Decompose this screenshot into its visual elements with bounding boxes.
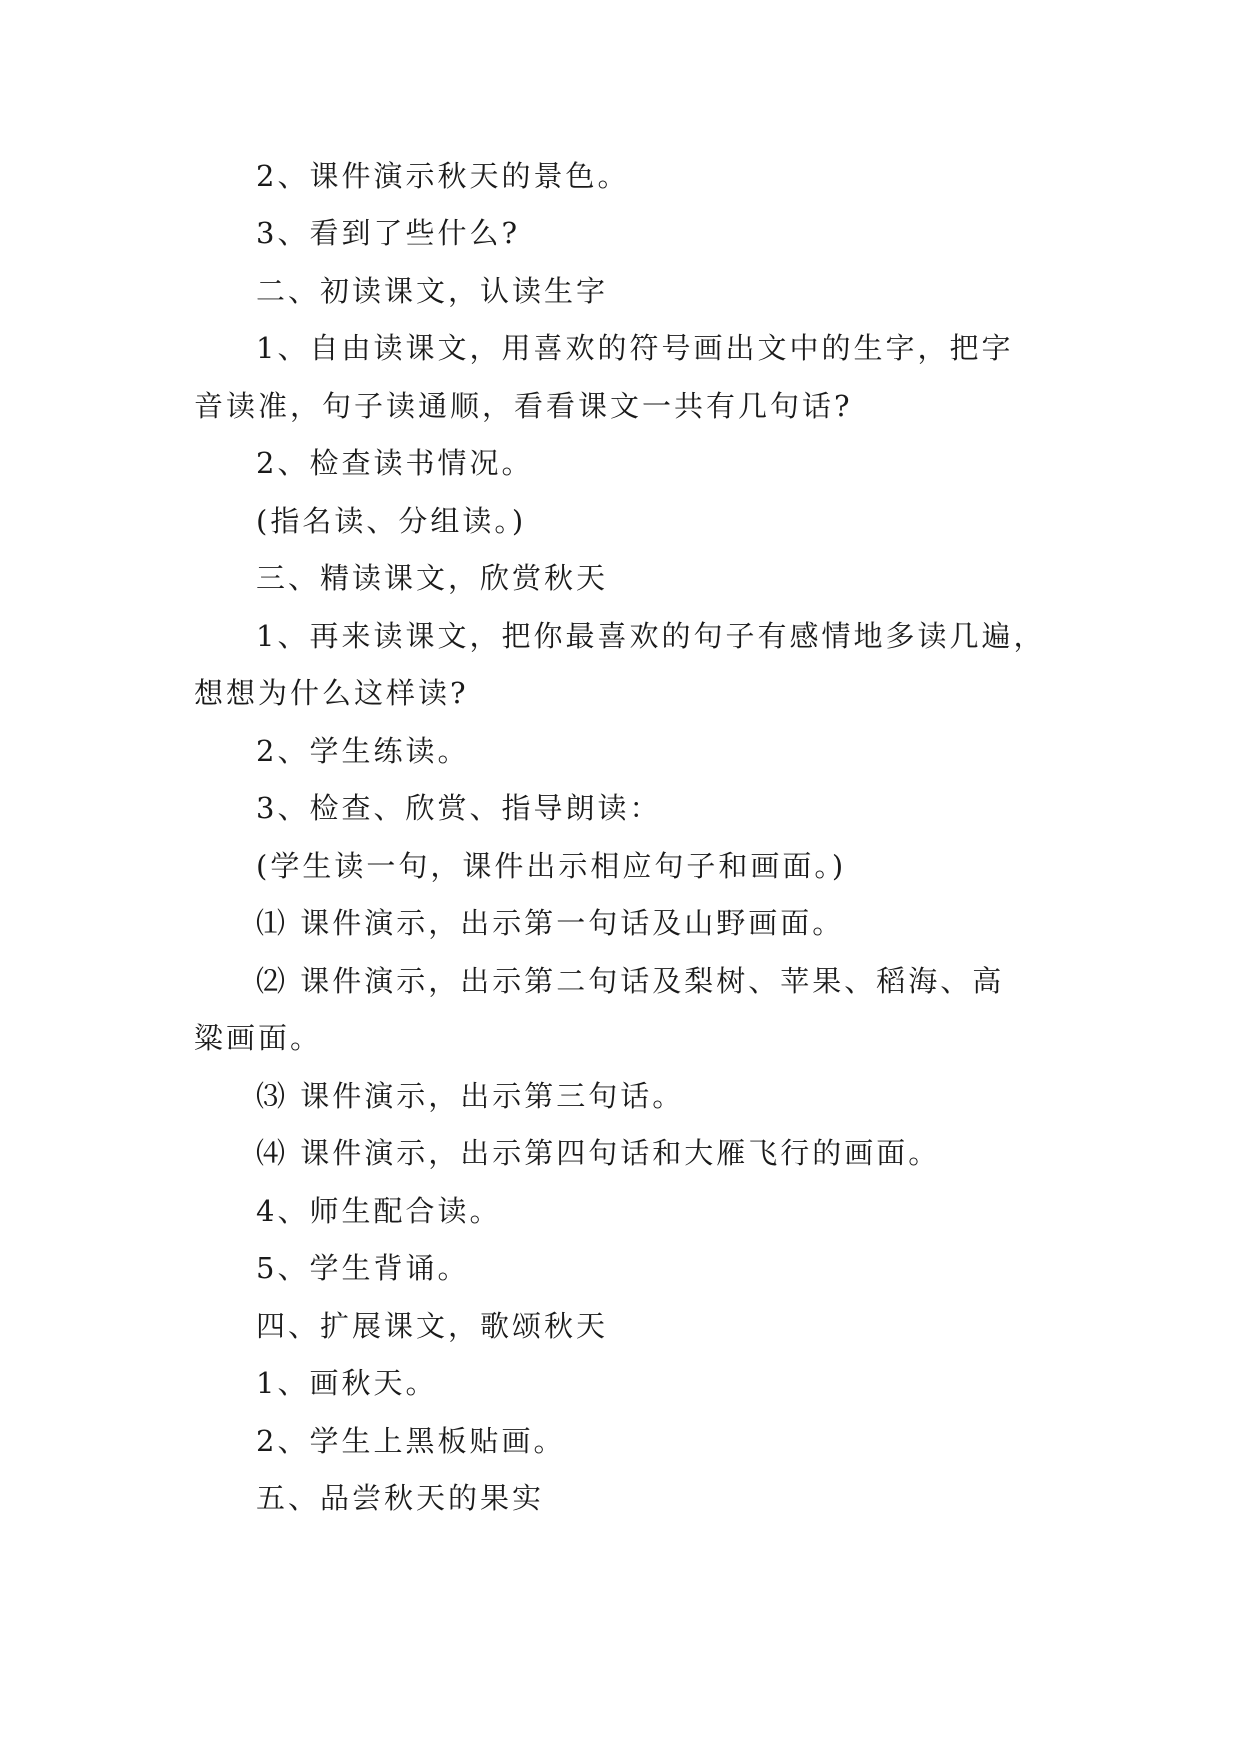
section-heading: 二、初读课文，认读生字 — [256, 274, 609, 308]
paragraph-line: 4、师生配合读。 — [256, 1194, 502, 1228]
paragraph-line: 3、检查、欣赏、指导朗读： — [256, 791, 662, 825]
paragraph-line: 1、画秋天。 — [256, 1366, 438, 1400]
paragraph-line: ⑵ 课件演示，出示第二句话及梨树、苹果、稻海、高 — [256, 964, 1005, 998]
paragraph-line: (指名读、分组读。) — [256, 504, 527, 538]
section-heading: 四、扩展课文，歌颂秋天 — [256, 1309, 609, 1343]
paragraph-line: 2、学生练读。 — [256, 734, 470, 768]
paragraph-line: (学生读一句，课件出示相应句子和画面。) — [256, 849, 847, 883]
paragraph-line: 5、学生背诵。 — [256, 1251, 470, 1285]
paragraph-line: 1、自由读课文，用喜欢的符号画出文中的生字，把字 — [256, 331, 1014, 365]
section-heading: 五、品尝秋天的果实 — [256, 1481, 545, 1515]
paragraph-line: ⑷ 课件演示，出示第四句话和大雁飞行的画面。 — [256, 1136, 941, 1170]
section-heading: 三、精读课文，欣赏秋天 — [256, 561, 609, 595]
paragraph-line: 1、再来读课文，把你最喜欢的句子有感情地多读几遍， — [256, 619, 1046, 653]
paragraph-line: ⑴ 课件演示，出示第一句话及山野画面。 — [256, 906, 845, 940]
paragraph-line: 想想为什么这样读? — [194, 676, 469, 710]
paragraph-line: 2、课件演示秋天的景色。 — [256, 159, 630, 193]
paragraph-line: 3、看到了些什么? — [256, 216, 520, 250]
paragraph-line: 音读准，句子读通顺，看看课文一共有几句话? — [194, 389, 853, 423]
paragraph-line: 2、学生上黑板贴画。 — [256, 1424, 566, 1458]
paragraph-line: 粱画面。 — [194, 1021, 323, 1055]
paragraph-line: 2、检查读书情况。 — [256, 446, 534, 480]
paragraph-line: ⑶ 课件演示，出示第三句话。 — [256, 1079, 685, 1113]
